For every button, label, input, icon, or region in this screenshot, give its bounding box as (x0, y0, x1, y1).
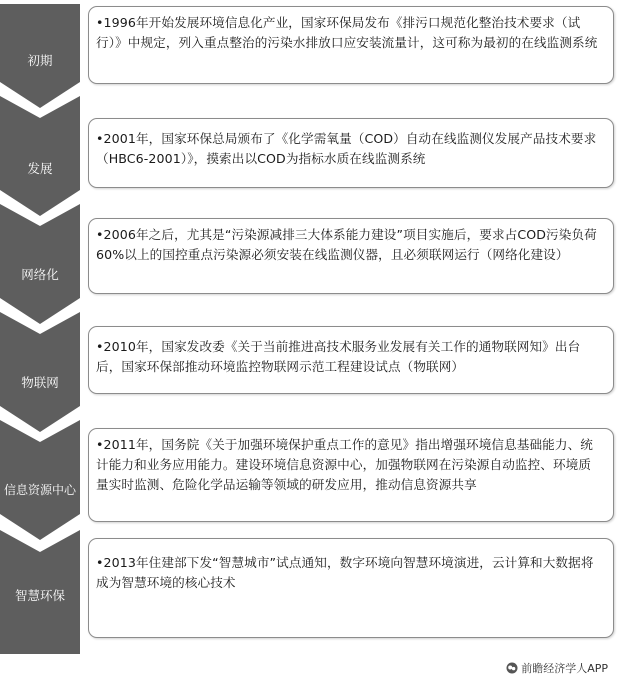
stage-shape-2 (0, 96, 80, 218)
stage-description-2: •2001年，国家环保总局颁布了《化学需氧量（COD）自动在线监测仪发展产品技术要求（HBC6-2001）》，摸索出以COD为指标水质在线监测系统 (96, 131, 597, 166)
stage-label-2: 发展 (27, 161, 53, 176)
stage-shape-4 (0, 312, 80, 434)
stage-label-5: 信息资源中心 (3, 483, 76, 497)
stage-description-3: •2006年之后，尤其是“污染源减排三大体系能力建设”项目实施后，要求占COD污染负荷60%以上的国控重点污染源必须安装在线监测仪器，且必须联网运行（网络化建设） (96, 227, 597, 262)
stage-label-6: 智慧环保 (14, 588, 65, 603)
stage-card-1 (88, 6, 614, 84)
footer-text: 前瞻经济学人APP (521, 662, 608, 675)
stage-description-1: •1996年开始发展环境信息化产业，国家环保局发布《排污口规范化整治技术要求（试行）》中规定，列入重点整治的污染水排放口应安装流量计，这可称为最初的在线监测系统 (96, 15, 598, 50)
stage-description-6: •2013年住建部下发“智慧城市”试点通知，数字环境向智慧环境演进，云计算和大数据将成为智慧环境的核心技术 (96, 555, 594, 590)
stage-description-5: •2011年，国务院《关于加强环境保护重点工作的意见》指出增强环境信息基础能力、统计能力和业务应用能力。建设环境信息资源中心，加强物联网在污染源自动监控、环境质量实时监测、危险化学品运输等领域的研发应用，推动信息资源共享 (96, 437, 593, 492)
chevron-shape (0, 312, 80, 434)
stage-card-4 (88, 326, 614, 394)
stage-card-5 (88, 428, 614, 522)
stage-shape-1 (0, 4, 80, 110)
stage-description-4: •2010年，国家发改委《关于当前推进高技术服务业发展有关工作的通物联网知》出台后，国家环保部推动环境监控物联网示范工程建设试点（物联网） (96, 339, 581, 374)
stage-label-4: 物联网 (21, 375, 59, 390)
chevron-shape (0, 204, 80, 326)
source-footer (506, 661, 608, 677)
stage-shape-6 (0, 530, 80, 654)
bullet: • (96, 15, 104, 30)
stage-shape-3 (0, 204, 80, 326)
stage-label-1: 初期 (27, 53, 53, 68)
stage-shape-5 (0, 420, 80, 542)
stage-label-3: 网络化 (21, 267, 59, 282)
chevron-shape (0, 420, 80, 542)
chevron-shape (0, 96, 80, 218)
stage-card-2 (88, 118, 614, 188)
stage-card-6 (88, 538, 614, 638)
wechat-icon (506, 662, 518, 674)
stage-card-3 (88, 218, 614, 294)
